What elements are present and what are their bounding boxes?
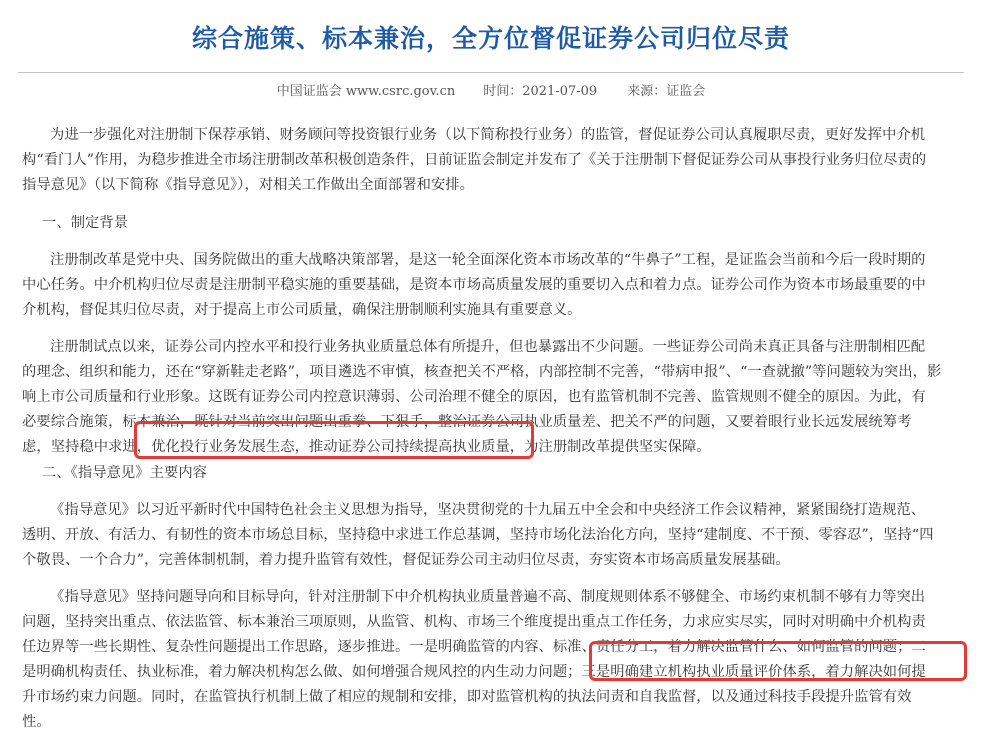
article-title: 综合施策、标本兼治，全方位督促证券公司归位尽责: [191, 24, 790, 53]
body-line: 为进一步强化对注册制下保荐承销、财务顾问等投资银行业务（以下简称投行业务）的监管，督促证券公司认真履职尽责，更好发挥中介机: [50, 127, 926, 143]
body-line: 问题，坚持突出重点、依法监管、标本兼治三项原则，从监管、机构、市场三个维度提出重点工作任务，力求应实尽实，同时对明确中介机构责: [22, 614, 926, 630]
article-meta: [0, 80, 982, 99]
body-line: 《指导意见》以习近平新时代中国特色社会主义思想为指导，坚决贯彻党的十九届五中全会和中央经济工作会议精神，紧紧围绕打造规范、: [50, 502, 926, 518]
body-line: 虑，坚持稳中求进，优化投行业务发展生态，推动证券公司持续提高执业质量，为注册制改革提供坚实保障。: [22, 439, 711, 455]
body-line: 个敬畏、一个合力”，完善体制机制，着力提升监管有效性，督促证券公司主动归位尽责，夯实资本市场高质量发展基础。: [22, 552, 790, 568]
body-line: 指导意见》（以下简称《指导意见》），对相关工作做出全面部署和安排。: [22, 177, 474, 193]
body-line: 的理念、组织和能力，还在“穿新鞋走老路”，项目遴选不审慎，核查把关不严格，内部控制不完善，“带病申报”、“一查就撤”等问题较为突出，影: [22, 364, 942, 380]
body-line: 中心任务。中介机构归位尽责是注册制平稳实施的重要基础，是资本市场高质量发展的重要切入点和着力点。证券公司作为资本市场最重要的中: [22, 277, 926, 293]
edge-shading: [970, 0, 982, 744]
body-line: 升市场约束力问题。同时，在监管执行机制上做了相应的规制和安排，即对监管机构的执法问责和自我监督，以及通过科技手段提升监管有效: [22, 689, 912, 705]
meta-source: 中国证监会 www.csrc.gov.cn: [276, 84, 456, 99]
body-line: 透明、开放、有活力、有韧性的资本市场总目标，坚持稳中求进工作总基调，坚持市场化法治化方向，坚持“建制度、不干预、零容忍”，坚持“四: [22, 527, 934, 543]
section-heading-1: 一、制定背景: [42, 215, 129, 231]
body-line: 响上市公司质量和行业形象。这既有证券公司内控意识薄弱、公司治理不健全的原因，也有监管机制不完善、监管规则不健全的原因。为此，有: [22, 389, 926, 405]
meta-time: 时间：2021-07-09: [483, 84, 598, 99]
section-heading-2: 二、《指导意见》主要内容: [42, 465, 208, 481]
body-line: 任边界等一些长期性、复杂性问题提出工作思路，逐步推进。一是明确监管的内容、标准、责任分工，着力解决监管什么、如何监管的问题；二: [22, 639, 926, 655]
body-line: 构“看门人”作用，为稳步推进全市场注册制改革积极创造条件，日前证监会制定并发布了《关于注册制下督促证券公司从事投行业务归位尽责的: [22, 152, 927, 168]
title-divider: [18, 72, 964, 73]
meta-origin: 来源：证监会: [627, 84, 706, 99]
body-line: 注册制改革是党中央、国务院做出的重大战略决策部署，是这一轮全面深化资本市场改革的“牛鼻子”工程，是证监会当前和今后一段时期的: [50, 252, 926, 268]
body-line: 是明确机构责任、执业标准，着力解决机构怎么做、如何增强合规风控的内生动力问题；三是明确建立机构执业质量评价体系，着力解决如何提: [22, 664, 926, 680]
body-line: 性。: [22, 714, 51, 730]
body-line: 介机构，督促其归位尽责，对于提高上市公司质量，确保注册制顺利实施具有重要意义。: [22, 302, 582, 318]
body-line: 注册制试点以来，证券公司内控水平和投行业务执业质量总体有所提升，但也暴露出不少问题。一些证券公司尚未真正具备与注册制相匹配: [50, 339, 926, 355]
body-line: 必要综合施策，标本兼治，既针对当前突出问题出重拳、下狠手，整治证券公司执业质量差、把关不严的问题，又要着眼行业长远发展统筹考: [22, 414, 912, 430]
body-line: 《指导意见》坚持问题导向和目标导向，针对注册制下中介机构执业质量普遍不高、制度规则体系不够健全、市场约束机制不够有力等突出: [50, 589, 926, 605]
